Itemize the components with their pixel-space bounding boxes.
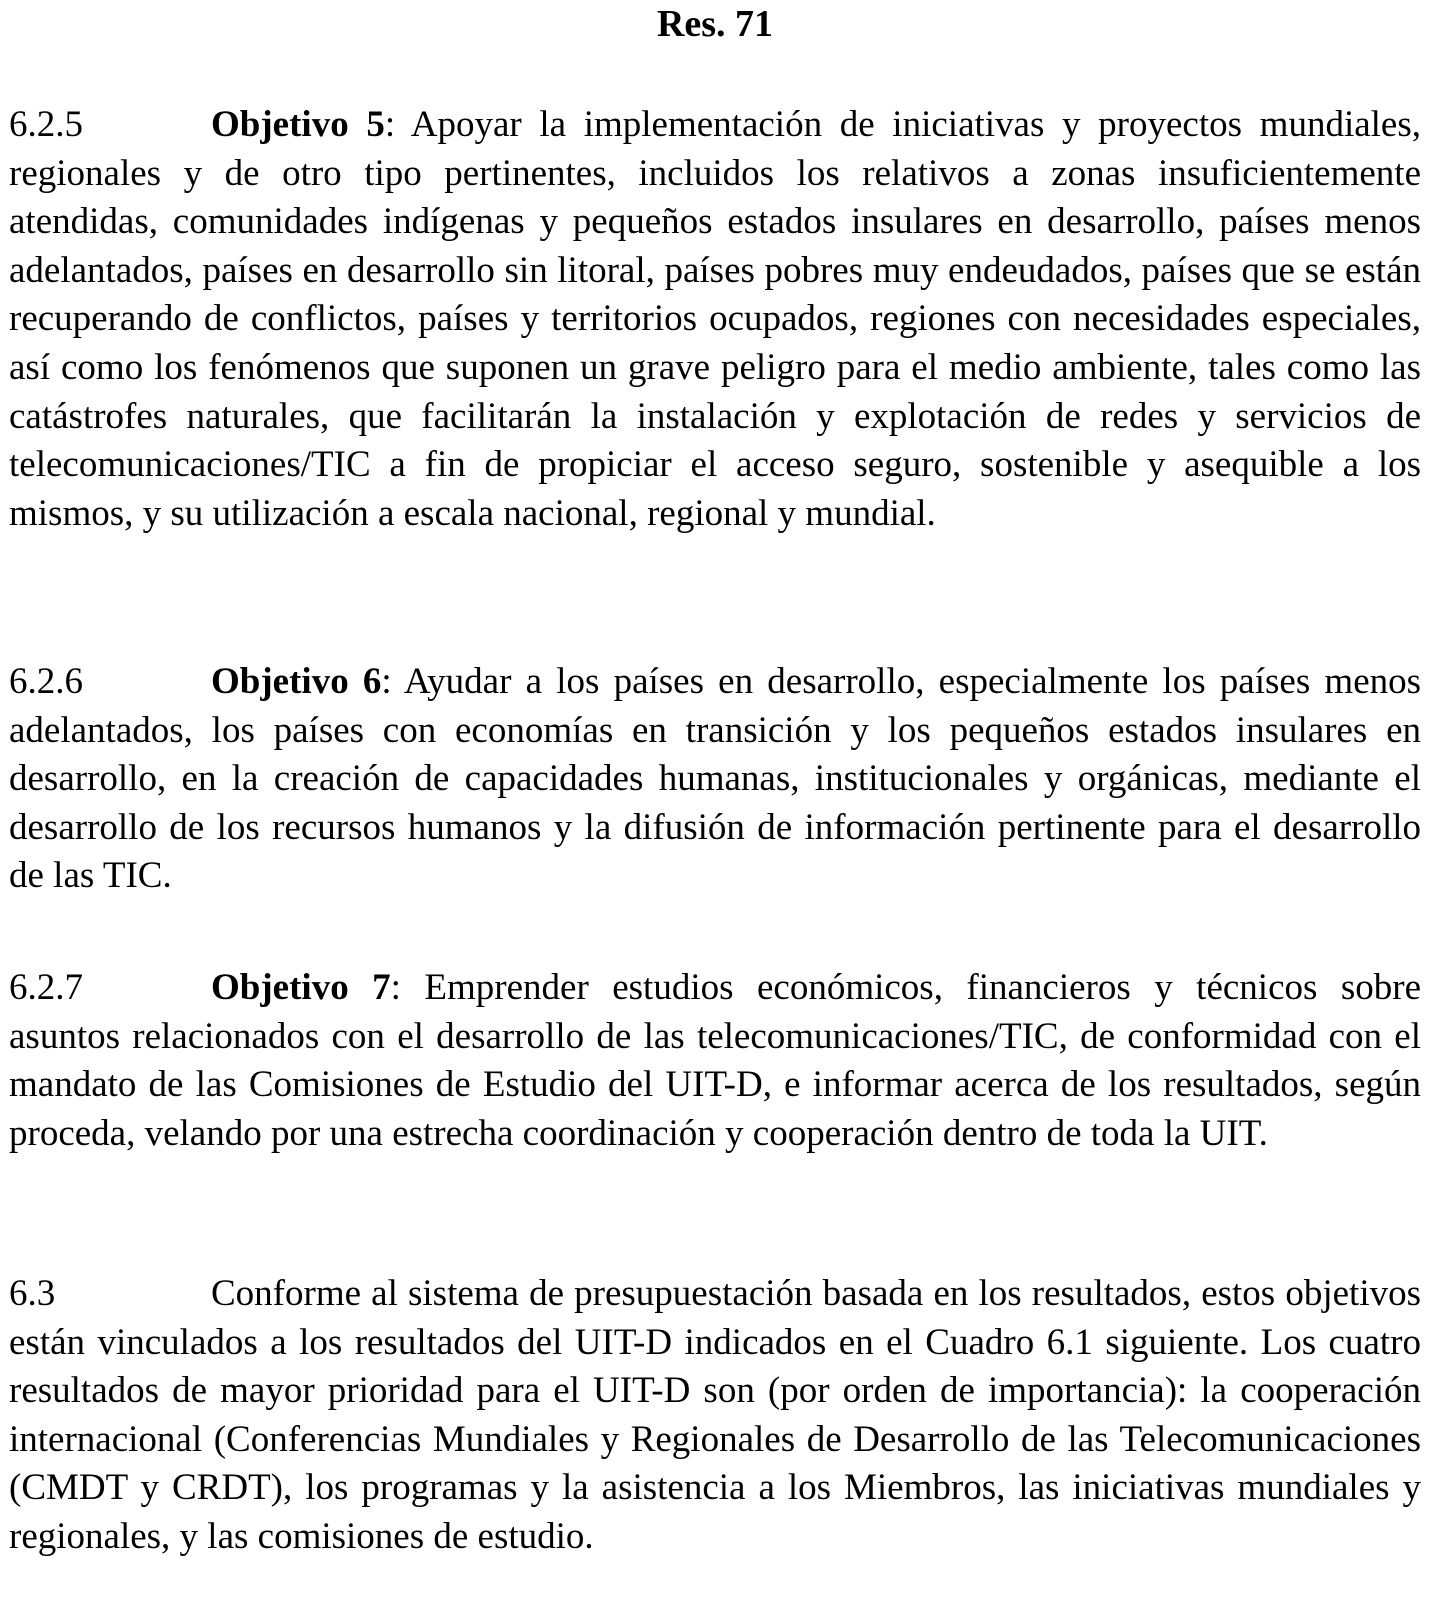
paragraph-6-2-5 [9,101,1421,538]
paragraph-text: : Apoyar la implementación de iniciativas y proyectos mundiales, regionales y de otro tipo pertinentes, incluidos los relativos a zonas insuficientemente atendidas, comunidades indígenas y pequeños estados insulares en desarrollo, países menos adelantados, países en desarrollo sin litoral, países pobres muy endeudados, países que se están recuperando de conflictos, países y territorios ocupados, regiones con necesidades especiales, así como los fenómenos que suponen un grave peligro para el medio ambiente, tales como las catástrofes naturales, que facilitarán la instalación y explotación de redes y servicios de telecomunicaciones/TIC a fin de propiciar el acceso seguro, sostenible y asequible a los mismos, y su utilización a escala nacional, regional y mundial. [9,104,1422,534]
paragraph-6-3 [9,1270,1421,1562]
paragraph-6-2-6 [9,658,1421,901]
paragraph-text: : Ayudar a los países en desarrollo, especialmente los países menos adelantados, los países con economías en transición y los pequeños estados insulares en desarrollo, en la creación de capacidades humanas, institucionales y orgánicas, mediante el desarrollo de los recursos humanos y la difusión de información pertinente para el desarrollo de las TIC. [9,661,1422,897]
paragraph-6-2-7 [9,964,1421,1158]
paragraph-text: Conforme al sistema de presupuestación basada en los resultados, estos objetivos están vinculados a los resultados del UIT-D indicados en el Cuadro 6.1 siguiente. Los cuatro resultados de mayor prioridad para el UIT-D son (por orden de importancia): la cooperación internacional (Conferencias Mundiales y Regionales de Desarrollo de las Telecomunicaciones (CMDT y CRDT), los programas y la asistencia a los Miembros, las iniciativas mundiales y regionales, y las comisiones de estudio. [9,1273,1421,1557]
paragraph-text: : Emprender estudios económicos, financieros y técnicos sobre asuntos relacionados con el desarrollo de las telecomunicaciones/TIC, de conformidad con el mandato de las Comisiones de Estudio del UIT-D, e informar acerca de los resultados, según proceda, velando por una estrecha coordinación y cooperación dentro de toda la UIT. [9,967,1422,1154]
document-page [9,0,1422,1557]
paragraph-number: 6.2.6 [9,661,83,702]
paragraph-number: 6.2.5 [9,104,83,145]
objective-label: Objetivo 5 [211,104,385,145]
page-header: Res. 71 [656,3,774,45]
objective-label: Objetivo 6 [211,661,382,702]
paragraph-number: 6.3 [9,1273,56,1314]
paragraph-number: 6.2.7 [9,967,83,1008]
objective-label: Objetivo 7 [211,967,391,1008]
